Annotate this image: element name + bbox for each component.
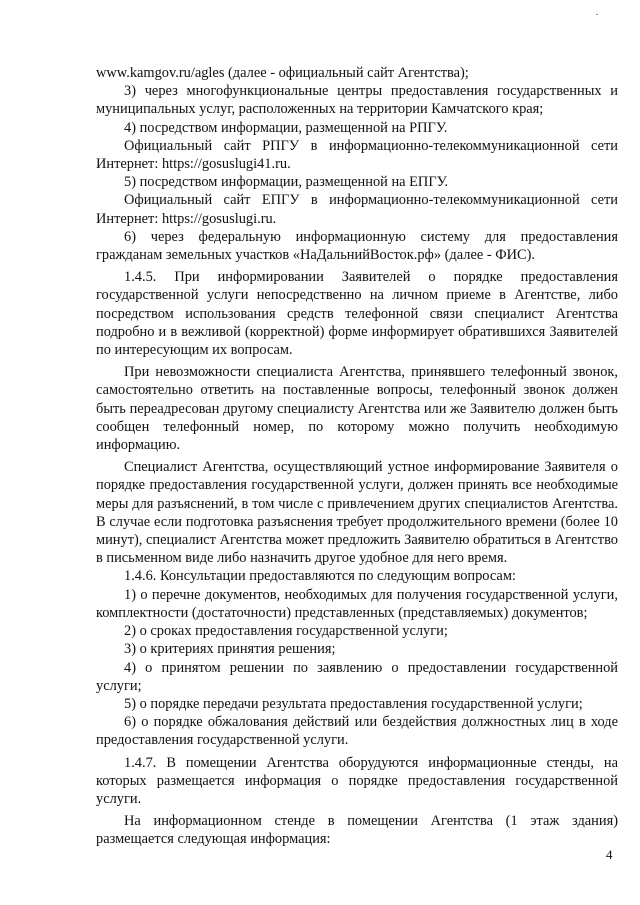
paragraph-item-4-rpgu: 4) посредством информации, размещенной на РПГУ. (124, 119, 448, 136)
list-item-consult-2: 2) о сроках предоставления государственной услуги; (124, 623, 448, 640)
paragraph-item-3-mfc: 3) через многофункциональные центры предоставления государственных и муниципальных услуг, расположенных на территории Камчатского края; (96, 83, 618, 118)
paragraph-1-4-6: 1.4.6. Консультации предоставляются по следующим вопросам: (124, 568, 516, 585)
list-item-consult-6: 6) о порядке обжалования действий или бездействия должностных лиц в ходе предоставления государственной услуги. (96, 714, 618, 749)
paragraph-item-6-fis: 6) через федеральную информационную систему для предоставления гражданам земельных участков «НаДальнийВосток.рф» (далее - ФИС). (96, 228, 618, 264)
list-item-consult-1: 1) о перечне документов, необходимых для получения государственной услуги, комплектности (достаточности) представленных (представляемых) документов; (96, 586, 618, 621)
page-number: 4 (606, 847, 613, 862)
paragraph-item-5-epgu: 5) посредством информации, размещенной на ЕПГУ. (124, 174, 449, 191)
paragraph-info-stand: На информационном стенде в помещении Агентства (1 этаж здания) размещается следующая информация: (96, 813, 618, 848)
paragraph-website-continuation: www.kamgov.ru/agles (далее - официальный сайт Агентства); (96, 65, 469, 81)
paragraph-phone-redirect: При невозможности специалиста Агентства, принявшего телефонный звонок, самостоятельно ответить на поставленные вопросы, телефонный звонок должен быть переадресован другому специалисту Агентства или же Заявителю должен быть сообщен телефонный номер, по которому можно получить необходимую информацию. (96, 364, 618, 454)
paragraph-epgu-site: Официальный сайт ЕПГУ в информационно-телекоммуникационной сети Интернет: https://gosuslugi.ru. (96, 192, 618, 227)
paragraph-oral-informing: Специалист Агентства, осуществляющий устное информирование Заявителя о порядке предоставления государственной услуги, должен принять все необходимые меры для разъяснений, в том числе с привлечением других специалистов Агентства. В случае если подготовка разъяснения требует продолжительного времени (более 10 минут), специалист Агентства может предложить Заявителю обратиться в Агентство в письменном виде либо назначить другое удобное для него время. (96, 459, 618, 567)
paragraph-1-4-5: 1.4.5. При информировании Заявителей о порядке предоставления государственной услуги непосредственно на личном приеме в Агентстве, либо посредством использования средств телефонной связи специалист Агентства подробно и в вежливой (корректной) форме информирует обратившихся Заявителей по интересующим их вопросам. (96, 269, 618, 359)
list-item-consult-4: 4) о принятом решении по заявлению о предоставлении государственной услуги; (96, 659, 618, 694)
document-body (96, 64, 618, 849)
paragraph-rpgu-site: Официальный сайт РПГУ в информационно-телекоммуникационной сети Интернет: https://gosuslugi41.ru. (96, 137, 618, 173)
paragraph-1-4-7: 1.4.7. В помещении Агентства оборудуются информационные стенды, на которых размещается информация о порядке предоставления государственной услуги. (96, 754, 618, 807)
list-item-consult-5: 5) о порядке передачи результата предоставления государственной услуги; (124, 695, 583, 712)
list-item-consult-3: 3) о критериях принятия решения; (124, 641, 336, 658)
scan-speck (596, 14, 598, 15)
